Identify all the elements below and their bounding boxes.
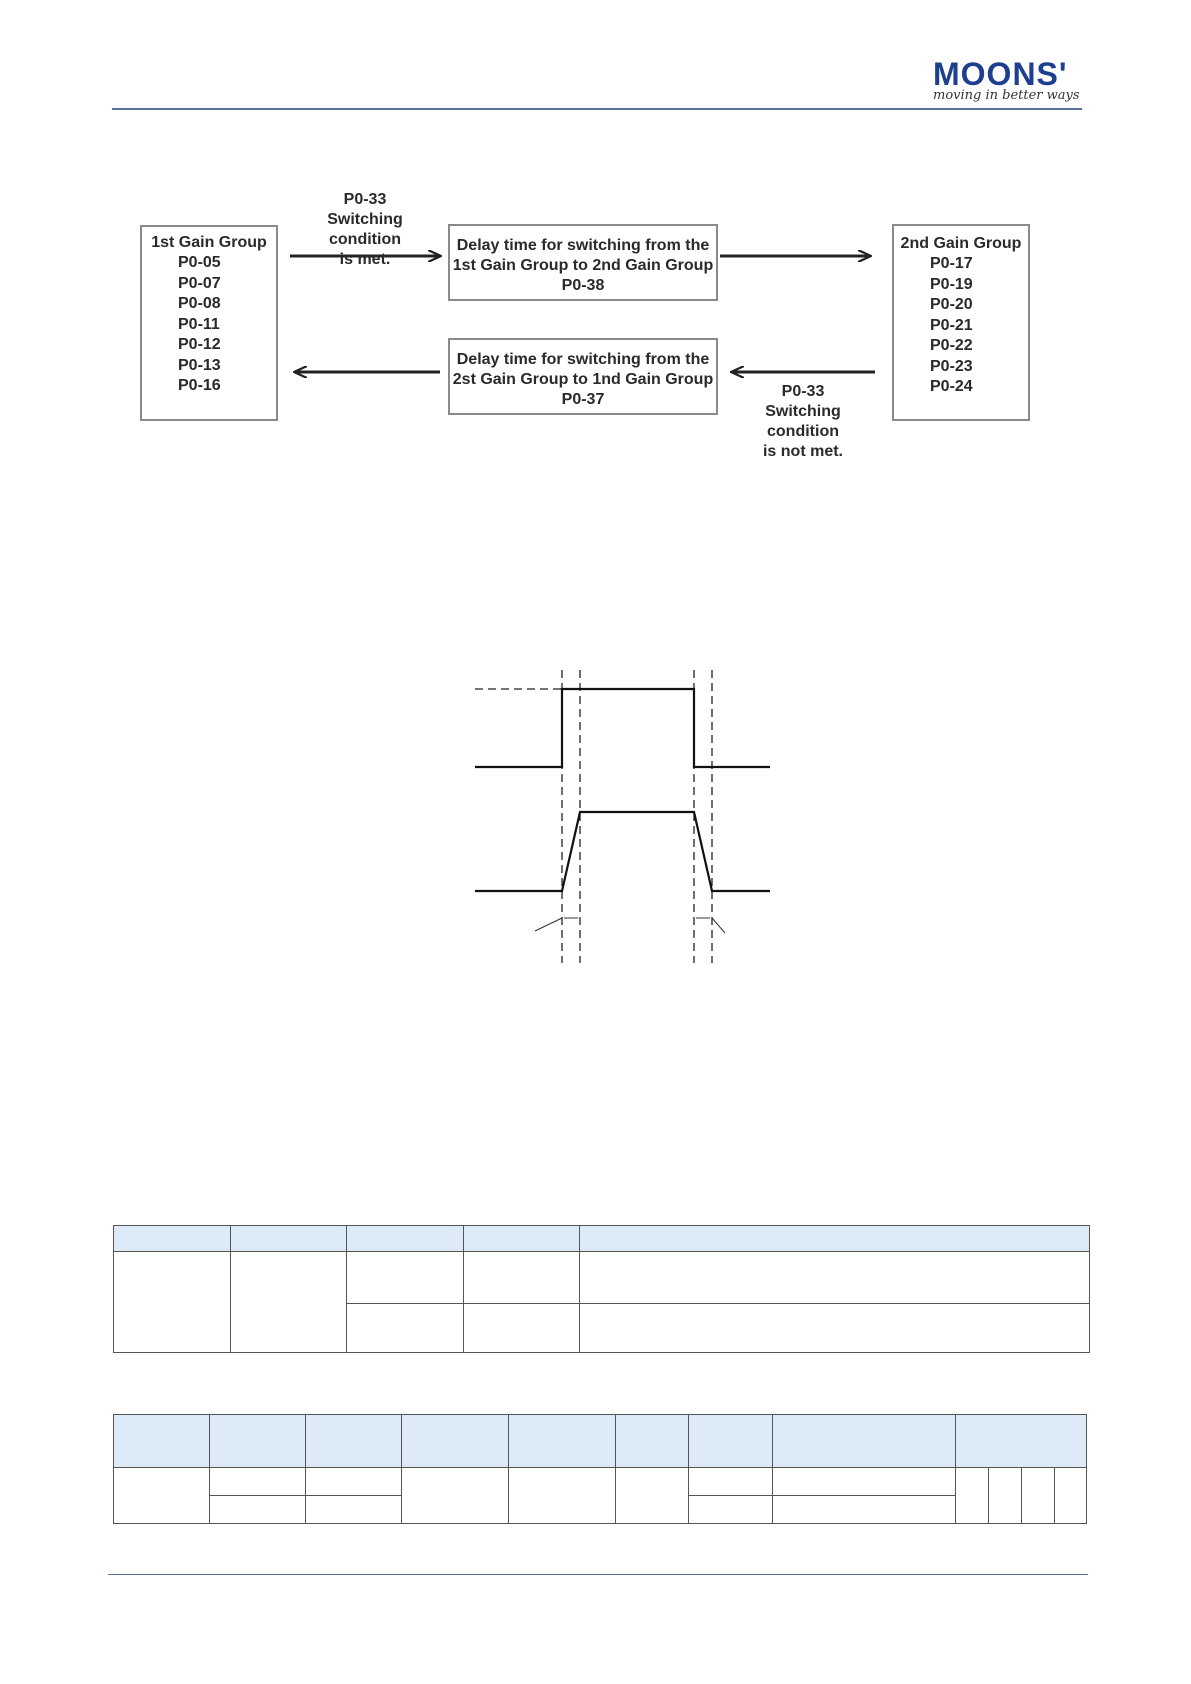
switch-signal-trace	[475, 689, 770, 767]
table-cell	[616, 1468, 689, 1524]
table-cell	[580, 1252, 1090, 1304]
delay-2-to-1-box	[448, 338, 718, 415]
cond-not-met-line2: is not met.	[762, 443, 843, 460]
table-header-cell	[580, 1226, 1090, 1252]
table-header-cell	[956, 1415, 1087, 1468]
cond-not-met-line1: Switching condition	[765, 403, 841, 440]
leader-1	[535, 918, 562, 931]
table-header-cell	[306, 1415, 402, 1468]
table-row	[114, 1252, 1090, 1304]
timing-diagram	[470, 665, 780, 965]
delay-1-to-2-param: P0-38	[561, 277, 605, 294]
second-gain-group-box	[892, 224, 1030, 421]
table-header-cell	[210, 1415, 306, 1468]
gain-switching-diagram	[130, 190, 1050, 460]
delay-1-to-2-line1: Delay time for switching from the	[456, 237, 710, 254]
param-item: P0-22	[930, 337, 973, 354]
table-header-cell	[616, 1415, 689, 1468]
table-cell	[509, 1468, 616, 1524]
param-item: P0-11	[178, 315, 220, 333]
delay-2-to-1-param: P0-37	[561, 391, 605, 408]
first-gain-group-title: 1st Gain Group	[151, 234, 267, 251]
cond-met-label	[290, 190, 440, 270]
first-gain-group-params	[142, 253, 276, 397]
table-header-cell	[347, 1226, 464, 1252]
table-cell	[347, 1252, 464, 1304]
delay-1-to-2-box	[448, 224, 718, 301]
table-header-row	[114, 1226, 1090, 1252]
table-cell	[114, 1468, 210, 1524]
table-cell	[773, 1496, 956, 1524]
param-item: P0-07	[178, 274, 221, 292]
param-item: P0-12	[178, 336, 221, 353]
param-item: P0-19	[930, 275, 973, 293]
table-cell	[402, 1468, 509, 1524]
table-cell	[210, 1496, 306, 1524]
moons-logo	[933, 57, 1083, 109]
footer-rule	[108, 1574, 1088, 1575]
table-cell	[464, 1252, 580, 1304]
table-header-cell	[464, 1226, 580, 1252]
table-cell	[464, 1304, 580, 1353]
brand-name: MOONS'	[933, 56, 1068, 92]
param-item: P0-20	[930, 296, 973, 313]
table-cell	[306, 1496, 402, 1524]
cond-not-met-label	[728, 382, 878, 462]
table-cell	[1022, 1468, 1055, 1524]
second-gain-group-title: 2nd Gain Group	[900, 235, 1022, 252]
table-cell	[114, 1252, 231, 1353]
timing-guides	[475, 670, 712, 963]
delay-markers	[535, 918, 725, 933]
leader-2	[712, 918, 725, 933]
param-item: P0-16	[178, 377, 221, 394]
cond-not-met-param: P0-33	[781, 383, 825, 400]
parameter-table-2	[113, 1414, 1087, 1524]
table-header-cell	[773, 1415, 956, 1468]
param-item: P0-21	[930, 316, 973, 334]
table-header-cell	[402, 1415, 509, 1468]
table-header-cell	[231, 1226, 347, 1252]
param-item: P0-08	[178, 295, 221, 312]
table-cell	[689, 1496, 773, 1524]
table-header-cell	[114, 1226, 231, 1252]
param-item: P0-23	[930, 357, 973, 375]
header-rule	[112, 108, 1082, 110]
table-cell	[989, 1468, 1022, 1524]
table-header-cell	[114, 1415, 210, 1468]
table-cell	[306, 1468, 402, 1496]
param-item: P0-05	[178, 254, 221, 271]
table-row	[114, 1468, 1087, 1496]
table-cell	[773, 1468, 956, 1496]
param-item: P0-13	[178, 356, 221, 374]
table-header-cell	[509, 1415, 616, 1468]
cond-met-line1: Switching condition	[327, 211, 403, 248]
param-item: P0-17	[930, 255, 973, 272]
delay-2-to-1-line2: 2st Gain Group to 1nd Gain Group	[452, 371, 714, 388]
param-item: P0-24	[930, 378, 973, 395]
table-cell	[580, 1304, 1090, 1353]
cond-met-param: P0-33	[343, 191, 387, 208]
delay-1-to-2-line2: 1st Gain Group to 2nd Gain Group	[452, 257, 714, 274]
table-cell	[1055, 1468, 1087, 1524]
table-header-cell	[689, 1415, 773, 1468]
cond-met-line2: is met.	[339, 251, 391, 268]
first-gain-group-box	[140, 225, 278, 421]
table-cell	[956, 1468, 989, 1524]
second-gain-group-params	[894, 254, 1028, 398]
delay-2-to-1-line1: Delay time for switching from the	[456, 351, 710, 368]
gain-trace	[475, 812, 770, 891]
table-cell	[210, 1468, 306, 1496]
table-cell	[689, 1468, 773, 1496]
parameter-table-1	[113, 1225, 1090, 1353]
brand-tagline: moving in better ways	[933, 88, 1080, 103]
table-header-row	[114, 1415, 1087, 1468]
table-cell	[231, 1252, 347, 1353]
table-cell	[347, 1304, 464, 1353]
